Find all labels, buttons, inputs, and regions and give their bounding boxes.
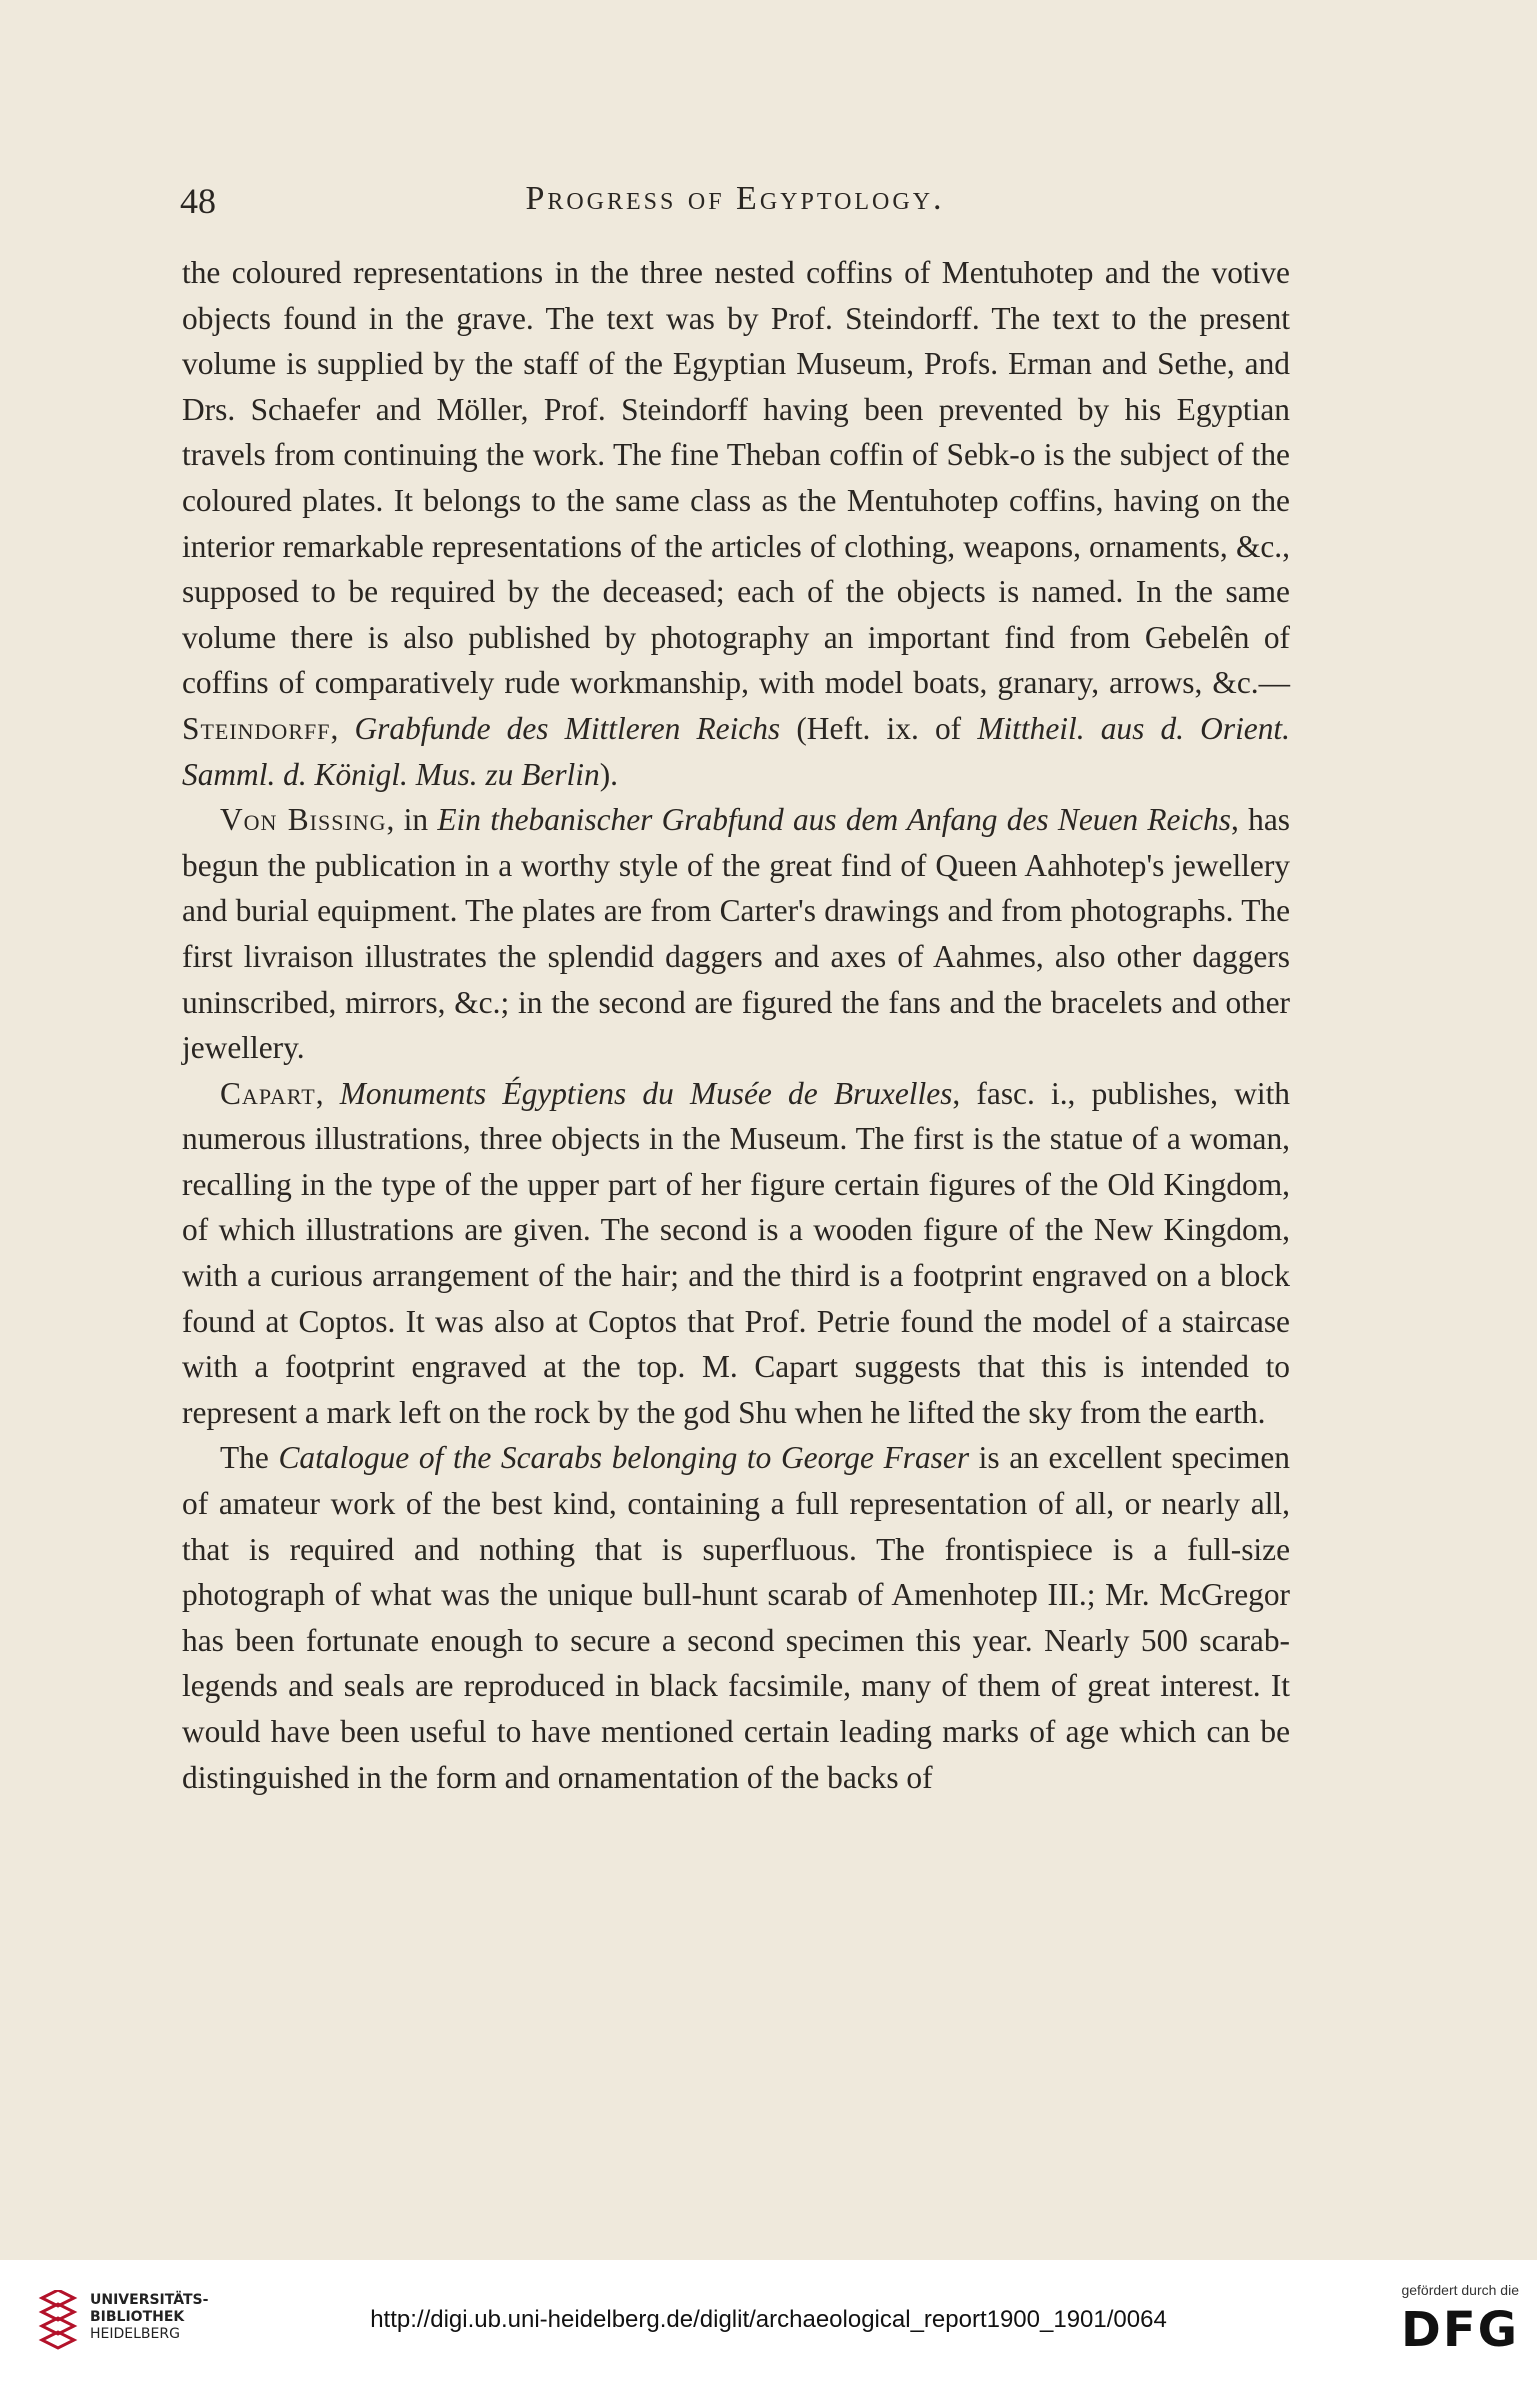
- library-line-1: UNIVERSITÄTS-: [90, 2292, 209, 2308]
- dfg-logo: DFG: [1400, 2302, 1519, 2358]
- title-catalogue-scarabs: Catalogue of the Scarabs belonging to George Fraser: [278, 1440, 970, 1476]
- paragraph-3: [182, 1071, 1290, 1436]
- title-grabfunde: Grabfunde des Mittleren Reichs: [354, 710, 781, 746]
- paragraph-1: [182, 250, 1290, 797]
- author-von-bissing: Von Bissing: [220, 802, 387, 838]
- running-head: Progress of Egyptology.: [525, 180, 945, 217]
- paragraph-2: [182, 797, 1290, 1071]
- paragraph-3-text: , fasc. i., publishes, with numerous illustrations, three objects in the Museum. The first is the statue of a woman, recalling in the type of the upper part of her figure certain figures of the Old Kingdom, of which illustrations are given. The second is a wooden figure of the New Kingdom, with a curious arrangement of the hair; and the third is a footprint engraved on a block found at Coptos. It was also at Coptos that Prof. Petrie found the model of a staircase with a footprint engraved at the top. M. Capart suggests that this is intended to represent a mark left on the rock by the god Shu when he lifted the sky from the earth.: [182, 1075, 1291, 1430]
- body-text: [182, 250, 1290, 1800]
- title-ein-thebanischer: Ein thebanischer Grabfund aus dem Anfang des Neuen Reichs: [437, 802, 1232, 838]
- series-mittheil: Mittheil. aus d. Orient. Samml. d. Königl. Mus. zu Berlin: [182, 710, 1290, 792]
- funder-block: [1359, 2282, 1519, 2358]
- title-monuments-egyptiens: Monuments Égyptiens du Musée de Bruxelles: [339, 1075, 953, 1111]
- library-line-3: HEIDELBERG: [90, 2326, 180, 2342]
- separator: ,: [330, 710, 355, 746]
- library-line-2: BIBLIOTHEK: [90, 2309, 185, 2325]
- paragraph-4-pre: The: [220, 1440, 279, 1476]
- source-url-link[interactable]: http://digi.ub.uni-heidelberg.de/diglit/archaeological_report1900_1901/0064: [370, 2306, 1167, 2333]
- paragraph-4: [182, 1435, 1290, 1800]
- author-steindorff: Steindorff: [182, 710, 331, 746]
- page-number: 48: [180, 181, 216, 221]
- paragraph-1-end: ).: [599, 756, 618, 792]
- paragraph-2-pre: , in: [386, 802, 438, 838]
- footer-bar: [0, 2260, 1537, 2385]
- paragraph-3-pre: ,: [315, 1075, 340, 1111]
- funding-note: gefördert durch die: [1401, 2282, 1519, 2298]
- paragraph-2-text: , has begun the publication in a worthy style of the great find of Queen Aahhotep's jewellery and burial equipment. The plates are from Carter's drawings and from photographs. The first livraison illustrates the splendid daggers and axes of Aahmes, also other daggers uninscribed, mirrors, &c.; in the second are figured the fans and the bracelets and other jewellery.: [182, 802, 1290, 1066]
- page-header: [180, 180, 1290, 230]
- paragraph-1-text: the coloured representations in the three nested coffins of Mentuhotep and the votive objects found in the grave. The text was by Prof. Steindorff. The text to the present volume is supplied by the staff of the Egyptian Museum, Profs. Erman and Sethe, and Drs. Schaefer and Möller, Prof. Steindorff having been prevented by his Egyptian travels from continuing the work. The fine Theban coffin of Sebk-o is the subject of the coloured plates. It belongs to the same class as the Mentuhotep coffins, having on the interior remarkable representations of the articles of clothing, weapons, ornaments, &c., supposed to be required by the deceased; each of the objects is named. In the same volume there is also published by photography an important find from Gebelên of coffins of comparatively rude workmanship, with model boats, granary, arrows, &c.—: [182, 255, 1290, 701]
- paragraph-1-mid: (Heft. ix. of: [780, 710, 978, 746]
- author-capart: Capart: [220, 1075, 316, 1111]
- paragraph-4-text: is an excellent specimen of amateur work of the best kind, containing a full representation of all, or nearly all, that is required and nothing that is superfluous. The frontispiece is a full-size photograph of what was the unique bull-hunt scarab of Amenhotep III.; Mr. McGregor has been fortunate enough to secure a second specimen this year. Nearly 500 scarab-legends and seals are reproduced in black facsimile, many of them of great interest. It would have been useful to have mentioned certain leading marks of age which can be distinguished in the form and ornamentation of the backs of: [182, 1440, 1290, 1795]
